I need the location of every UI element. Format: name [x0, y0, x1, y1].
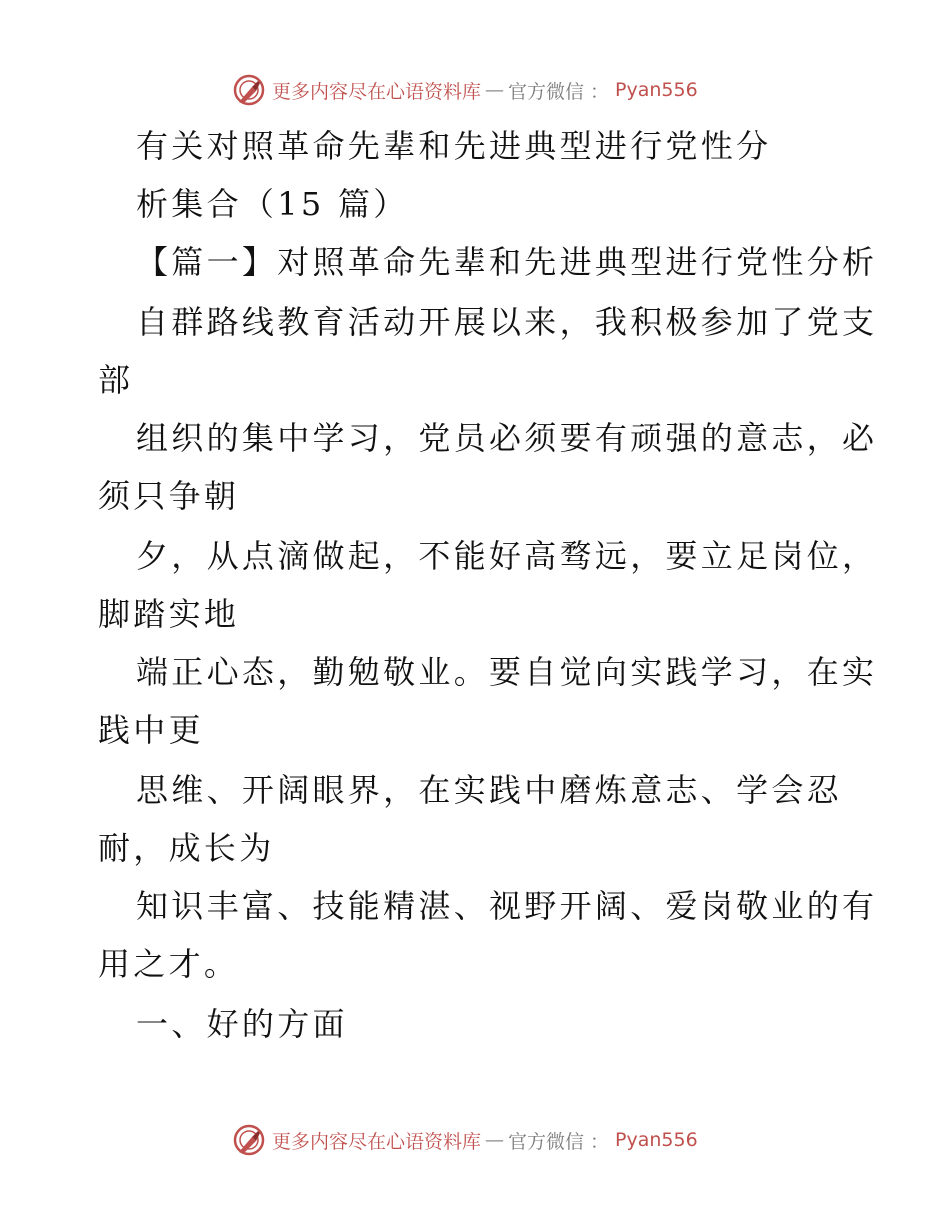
- body-line: 组织的集中学习，党员必须要有顽强的意志，必: [136, 419, 878, 457]
- watermark-separator: ：: [590, 80, 610, 103]
- body-line: 思维、开阔眼界，在实践中磨炼意志、学会忍: [136, 771, 843, 809]
- watermark-wechat-handle: Pyan556: [615, 79, 698, 101]
- watermark-dash: —: [485, 1129, 505, 1151]
- body-line: 端正心态，勤勉敬业。要自觉向实践学习，在实: [136, 653, 878, 691]
- body-line: 用之才。: [98, 945, 240, 983]
- subheading: 一、好的方面: [136, 1005, 348, 1043]
- document-title-line-1: 有关对照革命先辈和先进典型进行党性分: [136, 127, 772, 165]
- body-line: 须只争朝: [98, 477, 240, 515]
- watermark-wechat-handle: Pyan556: [615, 1129, 698, 1151]
- body-line: 践中更: [98, 711, 204, 749]
- watermark-wechat-label: 官方微信: [508, 80, 585, 103]
- body-line: 知识丰富、技能精湛、视野开阔、爱岗敬业的有: [136, 887, 878, 925]
- document-title-line-2: 析集合（15 篇）: [136, 185, 409, 223]
- body-line: 部: [98, 361, 134, 399]
- watermark-wechat-label: 官方微信: [508, 1130, 585, 1153]
- watermark-separator: ：: [590, 1130, 610, 1153]
- section-heading: 【篇一】对照革命先辈和先进典型进行党性分析: [136, 243, 878, 281]
- body-line: 自群路线教育活动开展以来，我积极参加了党支: [136, 303, 878, 341]
- body-line: 夕，从点滴做起，不能好高骛远，要立足岗位，: [136, 537, 878, 575]
- pen-logo-icon: [232, 1123, 266, 1157]
- body-line: 耐，成长为: [98, 829, 275, 867]
- watermark-text: 更多内容尽在心语资料库: [272, 1130, 482, 1153]
- watermark-text: 更多内容尽在心语资料库: [272, 80, 482, 103]
- watermark-dash: —: [485, 79, 505, 101]
- pen-logo-icon: [232, 73, 266, 107]
- header-watermark: [232, 70, 752, 110]
- body-line: 脚踏实地: [98, 595, 240, 633]
- footer-watermark: [232, 1120, 752, 1160]
